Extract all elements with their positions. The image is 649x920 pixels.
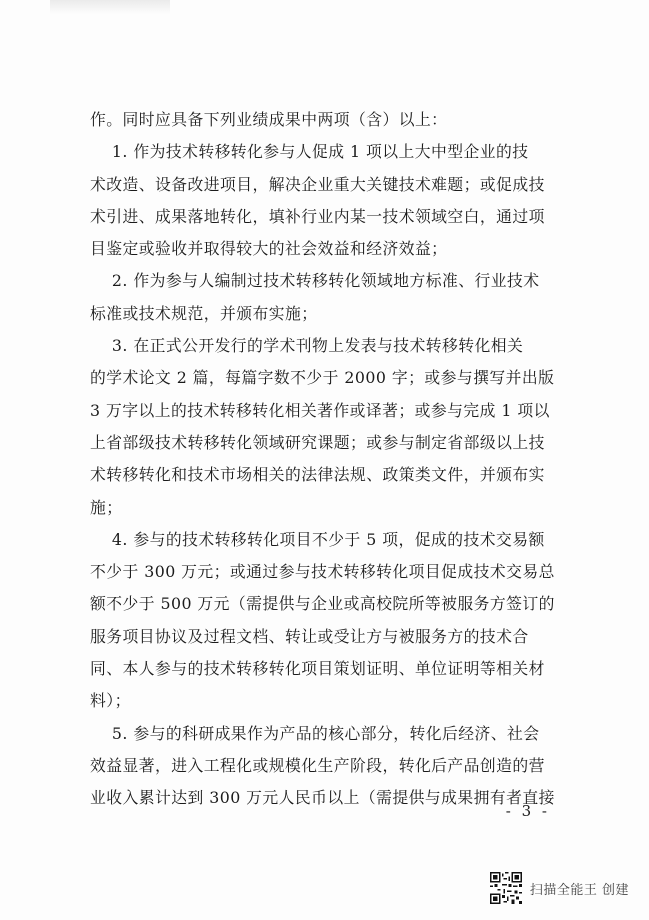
text-line: 3 万字以上的技术转移转化相关著作或译著；或参与完成 1 项以 <box>90 400 550 420</box>
text-line: 效益显著，进入工程化或规模化生产阶段，转化后产品创造的营 <box>90 755 545 775</box>
text-line: 的学术论文 2 篇，每篇字数不少于 2000 字；或参与撰写并出版 <box>90 368 555 388</box>
text-line: 术改造、设备改进项目，解决企业重大关键技术难题；或促成技 <box>90 174 545 194</box>
text-line: 料）； <box>90 691 131 711</box>
text-line: 上省部级技术转移转化领域研究课题；或参与制定省部级以上技 <box>90 432 545 452</box>
text-line: 标准或技术规范，并颁布实施； <box>90 303 318 323</box>
qr-code-icon <box>490 872 522 904</box>
text-line: 术引进、成果落地转化，填补行业内某一技术领域空白，通过项 <box>90 206 545 226</box>
text-line: 1. 作为技术转移转化参与人促成 1 项以上大中型企业的技 <box>90 142 529 162</box>
text-line: 不少于 300 万元；或通过参与技术转移转化项目促成技术交易总 <box>90 562 555 582</box>
text-line: 作。同时应具备下列业绩成果中两项（含）以上： <box>90 110 448 129</box>
text-line: 同、本人参与的技术转移转化项目策划证明、单位证明等相关材 <box>90 659 545 679</box>
text-line: 服务项目协议及过程文档、转让或受让方与被服务方的技术合 <box>90 626 529 646</box>
scan-artifact <box>50 0 170 14</box>
text-line: 2. 作为参与人编制过技术转移转化领域地方标准、行业技术 <box>90 271 540 291</box>
text-line: 4. 参与的技术转移转化项目不少于 5 项，促成的技术交易额 <box>90 529 545 549</box>
text-line: 施； <box>90 497 123 517</box>
scanner-label: 扫描全能王 创建 <box>529 882 629 898</box>
page-number: - 3 - <box>505 802 550 820</box>
document-body <box>90 104 564 815</box>
text-line: 5. 参与的科研成果作为产品的核心部分，转化后经济、社会 <box>90 723 540 743</box>
text-line: 额不少于 500 万元（需提供与企业或高校院所等被服务方签订的 <box>90 594 555 614</box>
text-line: 术转移转化和技术市场相关的法律法规、政策类文件，并颁布实 <box>90 465 545 485</box>
scanner-watermark <box>490 872 629 904</box>
text-line: 3. 在正式公开发行的学术刊物上发表与技术转移转化相关 <box>90 336 524 356</box>
text-line: 目鉴定或验收并取得较大的社会效益和经济效益； <box>90 239 448 259</box>
text-line: 业收入累计达到 300 万元人民币以上（需提供与成果拥有者直接 <box>90 788 555 808</box>
